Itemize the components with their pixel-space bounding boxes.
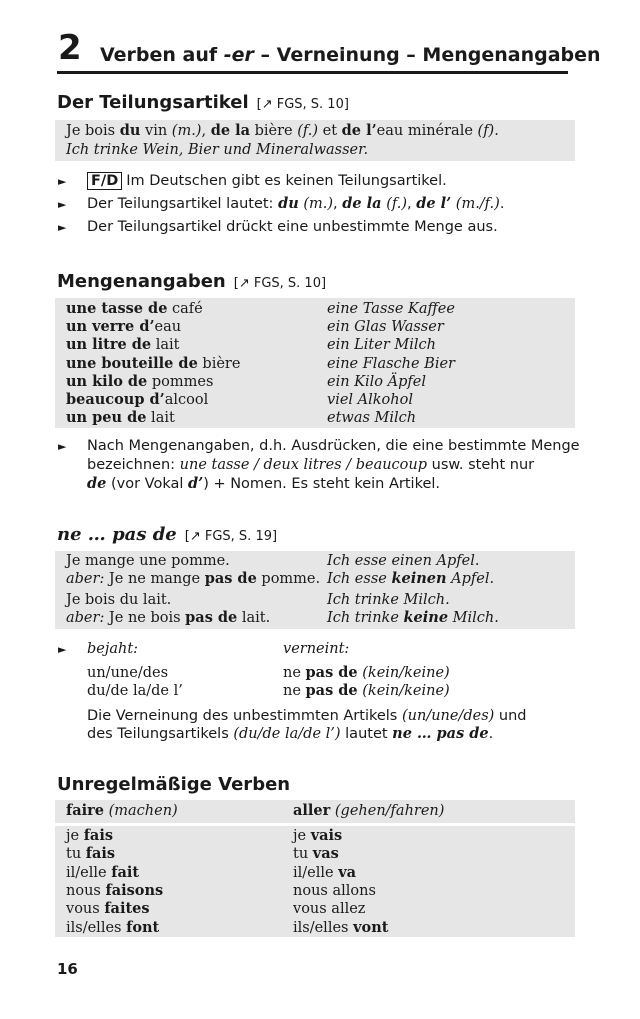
note-article-forms: Der Teilungsartikel lautet: du (m.), de la (f.), de l’ (m./f.). (87, 195, 505, 212)
quantity-translation: ein Glas Wasser (327, 319, 444, 336)
conjugation-aller: ils/elles vont (293, 918, 389, 936)
conjugation-faire: tu fais (66, 845, 116, 863)
negative-forms: ne pas de (kein/keine) (283, 664, 450, 681)
quantity-expression: beaucoup d’alcool (66, 391, 209, 408)
note-line-2: des Teilungsartikels (du/de la/de l’) lautet ne … pas de. (87, 725, 494, 742)
conjugation-aller: je vais (293, 827, 343, 844)
conjugation-aller: vous allez (293, 901, 366, 918)
quantity-translation: ein Kilo Äpfel (327, 373, 426, 390)
quantity-translation: eine Tasse Kaffee (327, 301, 455, 317)
verb-faire-header: faire (machen) (66, 802, 178, 819)
quantity-expression: un litre de lait (66, 336, 180, 354)
conjugation-faire: ils/elles font (66, 918, 160, 936)
page-number: 16 (57, 960, 78, 978)
example-german: Ich esse einen Apfel. (327, 553, 480, 569)
chapter-number: 2 (58, 28, 82, 68)
label-verneint: verneint: (283, 641, 350, 657)
verb-aller-header: aller (gehen/fahren) (293, 802, 445, 819)
section-heading-mengenangaben: Mengenangaben [↗ FGS, S. 10] (57, 271, 327, 292)
quantity-translation: etwas Milch (327, 410, 417, 427)
quantity-table (55, 298, 575, 428)
positive-forms: du/de la/de l’ (87, 683, 183, 699)
note-fd: F/D Im Deutschen gibt es keinen Teilungsartikel. (87, 172, 447, 190)
example-french: aber: Je ne mange pas de pomme. (66, 570, 321, 587)
bullet-icon: ► (58, 440, 67, 453)
note-meaning: Der Teilungsartikel drückt eine unbestimmte Menge aus. (87, 219, 498, 235)
quantity-expression: une tasse de café (66, 300, 203, 317)
example-german: Ich trinke Milch. (327, 592, 450, 608)
conjugation-aller: tu vas (293, 845, 339, 863)
bullet-icon: ► (58, 198, 67, 211)
quantity-expression: une bouteille de bière (66, 354, 241, 372)
note-line-2: bezeichnen: une tasse / deux litres / beaucoup usw. steht nur (87, 457, 535, 473)
fd-badge: F/D (87, 172, 122, 190)
example-german: Ich trinke Wein, Bier und Mineralwasser. (66, 142, 369, 158)
conjugation-aller: nous allons (293, 882, 376, 899)
note-line-3: de (vor Vokal d’) + Nomen. Es steht kein Artikel. (87, 475, 441, 492)
conjugation-faire: il/elle fait (66, 863, 140, 881)
quantity-translation: viel Alkohol (327, 392, 413, 408)
chapter-title: Verben auf -er – Verneinung – Mengenangaben (100, 44, 601, 66)
quantity-translation: ein Liter Milch (327, 337, 436, 354)
example-german: Ich trinke keine Milch. (327, 609, 499, 626)
example-french: Je bois du lait. (66, 592, 172, 608)
bullet-icon: ► (58, 643, 67, 656)
divider (55, 823, 575, 826)
chapter-rule (57, 71, 568, 74)
example-french: aber: Je ne bois pas de lait. (66, 609, 271, 626)
bullet-icon: ► (58, 175, 67, 188)
reference: [↗ FGS, S. 10] (256, 97, 349, 112)
example-box-teilungsartikel (55, 120, 575, 161)
positive-forms: un/une/des (87, 665, 169, 681)
negation-table (55, 551, 575, 629)
example-french: Je bois du vin (m.), de la bière (f.) et de l’eau minérale (f). (66, 122, 499, 139)
negative-forms: ne pas de (kein/keine) (283, 682, 450, 699)
reference: [↗ FGS, S. 19] (184, 529, 278, 544)
conjugation-faire: vous faites (66, 900, 150, 918)
note-line-1: Nach Mengenangaben, d.h. Ausdrücken, die eine bestimmte Menge (87, 438, 580, 454)
verb-table (55, 800, 575, 937)
section-heading-verben: Unregelmäßige Verben (57, 774, 291, 795)
quantity-expression: un peu de lait (66, 409, 175, 427)
conjugation-faire: nous faisons (66, 881, 164, 899)
quantity-translation: eine Flasche Bier (327, 355, 455, 372)
quantity-expression: un verre d’eau (66, 318, 182, 336)
bullet-icon: ► (58, 221, 67, 234)
example-german: Ich esse keinen Apfel. (327, 570, 495, 587)
conjugation-aller: il/elle va (293, 863, 357, 881)
section-heading-ne-pas-de: ne … pas de [↗ FGS, S. 19] (57, 524, 278, 545)
note-line-1: Die Verneinung des unbestimmten Artikels (un/une/des) und (87, 708, 527, 724)
quantity-expression: un kilo de pommes (66, 372, 214, 390)
reference: [↗ FGS, S. 10] (233, 276, 327, 291)
example-french: Je mange une pomme. (66, 553, 230, 569)
section-heading-teilungsartikel: Der Teilungsartikel [↗ FGS, S. 10] (57, 92, 349, 113)
conjugation-faire: je fais (66, 827, 113, 844)
label-bejaht: bejaht: (87, 641, 139, 657)
